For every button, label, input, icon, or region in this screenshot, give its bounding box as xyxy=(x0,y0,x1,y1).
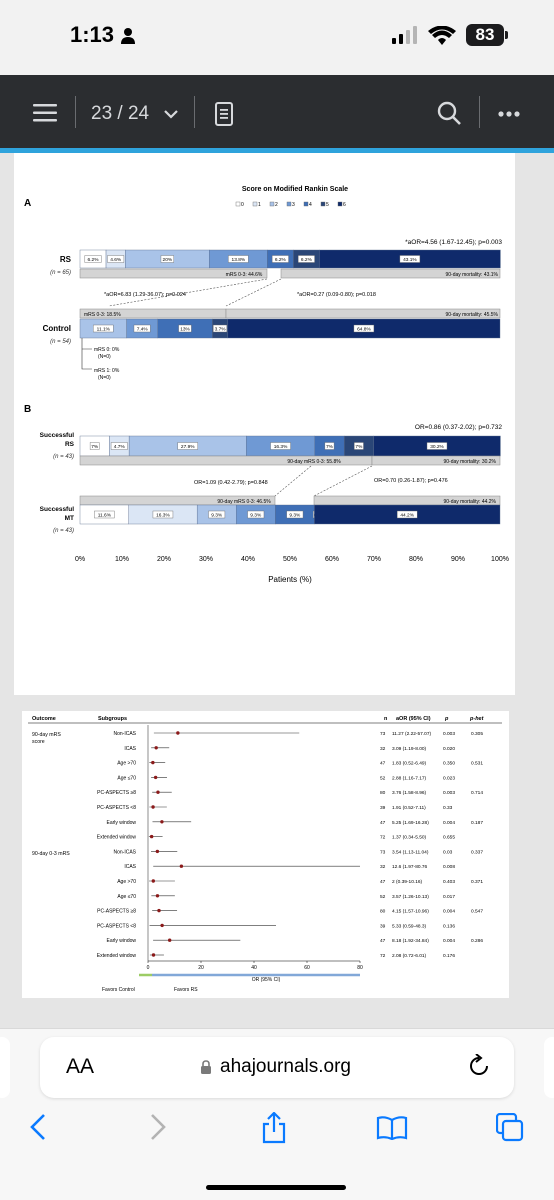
forest-p: 0.020 xyxy=(443,746,456,752)
legend-swatch xyxy=(321,202,325,206)
ctrl-label: Control xyxy=(42,324,71,333)
reload-icon[interactable] xyxy=(468,1054,490,1078)
stat-right-a: *aOR=0.27 (0.09-0.80); p=0.018 xyxy=(297,292,376,298)
forest-subgroup: Age ≤70 xyxy=(117,775,136,782)
toolbar-divider xyxy=(479,96,480,128)
forest-aor: 4.15 (1.57-10.96) xyxy=(392,909,429,915)
header-outcome: Outcome xyxy=(32,716,56,722)
ctrl-mrs03: mRS 0-3: 18.5% xyxy=(84,312,121,318)
page-counter[interactable]: 23 / 24 xyxy=(91,103,150,124)
forest-p: 0.403 xyxy=(443,880,456,885)
forest-phet: 0.286 xyxy=(471,939,484,945)
forest-subgroup: Age >70 xyxy=(117,879,136,885)
legend-label: 5 xyxy=(326,202,329,208)
ctrl-mrs1: mRS 1: 0% xyxy=(94,368,120,374)
forest-p: 0.003 xyxy=(443,732,456,737)
forest-n: 72 xyxy=(380,835,386,841)
bar-value-label: 9.3% xyxy=(250,513,262,519)
x-tick-label: 70% xyxy=(366,556,382,563)
legend-label: 4 xyxy=(309,202,312,208)
outcome-2: 90-day 0-3 mRS xyxy=(32,851,70,857)
forward-icon[interactable] xyxy=(148,1112,168,1142)
lock-icon xyxy=(200,1060,212,1075)
outcome-1-line1: 90-day mRS xyxy=(32,732,61,738)
bar-value-label: 4.7% xyxy=(113,445,125,450)
forest-p: 0.655 xyxy=(443,835,456,841)
cellular-signal-icon xyxy=(392,26,420,44)
panel-label-a: A xyxy=(24,198,32,209)
bar-value-label: 16.3% xyxy=(156,513,170,519)
forest-aor: 1.37 (0.34-5.50) xyxy=(392,835,427,841)
legend-swatch xyxy=(236,202,240,206)
estimate-point xyxy=(180,865,183,868)
bar-value-label: 6.2% xyxy=(300,258,312,263)
forest-aor: 3.09 (1.19-8.00) xyxy=(392,746,427,752)
ctrl-empty-categories-connector xyxy=(82,338,92,369)
succ-rs-label-line2: RS xyxy=(64,441,74,448)
forest-subgroup: Age >70 xyxy=(117,760,136,767)
status-time: 1:13 xyxy=(70,22,115,47)
succ-mt-label-line2: MT xyxy=(64,515,74,522)
estimate-point xyxy=(151,805,154,808)
forest-subgroup: Early window xyxy=(106,938,136,945)
rs-n: (n = 65) xyxy=(50,270,71,276)
bar-value-label: 7% xyxy=(326,445,333,450)
x-tick-label: 90% xyxy=(450,556,466,563)
dashed-connector xyxy=(226,279,281,306)
legend-label: 6 xyxy=(343,202,346,208)
forest-n: 72 xyxy=(380,954,386,959)
forest-n: 80 xyxy=(380,909,386,915)
forest-tick-label: 0 xyxy=(146,965,150,971)
forest-p: 0.003 xyxy=(443,791,456,797)
succ-rs-n: (n = 43) xyxy=(53,454,74,460)
forest-phet: 0.305 xyxy=(471,732,484,737)
forest-aor: 3.57 (1.26-10.13) xyxy=(392,894,429,900)
tabs-icon[interactable] xyxy=(496,1113,524,1143)
bar-control xyxy=(80,319,500,338)
dashed-connector xyxy=(275,466,311,496)
ctrl-n: (n = 54) xyxy=(50,339,71,345)
estimate-point xyxy=(154,746,157,749)
toolbar-divider xyxy=(75,96,76,128)
forest-p: 0.004 xyxy=(443,909,456,915)
outcome-1-line2: score xyxy=(32,739,45,745)
bar-value-label: 11.6% xyxy=(97,513,111,519)
estimate-point xyxy=(151,761,154,764)
forest-subgroup: Non-ICAS xyxy=(113,731,136,737)
forest-tick-label: 60 xyxy=(304,965,310,971)
bar-successful-mt xyxy=(80,505,500,524)
ctrl-mrs0-n: (N=0) xyxy=(98,354,111,360)
bar-value-label: 11.1% xyxy=(96,327,110,333)
estimate-point xyxy=(156,894,159,897)
legend-label: 1 xyxy=(258,202,261,208)
header-p: p xyxy=(445,716,449,722)
estimate-point xyxy=(156,850,159,853)
succ-mt-mrs03: 90-day mRS 0-3: 46.5% xyxy=(217,499,271,505)
toolbar-divider xyxy=(194,96,195,128)
forest-tick-label: 40 xyxy=(251,965,257,971)
forest-subgroup: ICAS xyxy=(124,864,136,871)
forest-n: 52 xyxy=(380,894,386,900)
estimate-point xyxy=(160,924,163,927)
forest-n: 73 xyxy=(380,850,386,856)
forest-n: 47 xyxy=(380,820,386,826)
forest-p: 0.008 xyxy=(443,865,456,871)
succ-mt-label-line1: Successful xyxy=(39,506,74,513)
home-indicator xyxy=(206,1185,346,1190)
bar-value-label: 7.4% xyxy=(136,327,148,333)
rs-mortality: 90-day mortality: 43.1% xyxy=(445,272,498,278)
forest-n: 47 xyxy=(380,880,386,885)
forest-p: 0.136 xyxy=(443,924,456,930)
forest-subgroup: PC-ASPECTS <8 xyxy=(96,805,136,811)
ctrl-mrs1-n: (N=0) xyxy=(98,375,111,381)
x-tick-label: 100% xyxy=(491,556,509,563)
forest-aor: 5.33 (0.59-48.3) xyxy=(392,924,427,930)
estimate-point xyxy=(176,731,179,734)
pdf-page-forest-plot xyxy=(22,711,509,998)
share-icon[interactable] xyxy=(261,1112,287,1144)
legend-swatch xyxy=(338,202,342,206)
x-tick-label: 20% xyxy=(156,556,172,563)
forest-subgroup: Extended window xyxy=(96,953,136,959)
forest-phet: 0.187 xyxy=(471,820,484,826)
x-tick-label: 60% xyxy=(324,556,340,563)
chart-legend xyxy=(236,202,346,208)
forest-n: 73 xyxy=(380,732,386,737)
x-tick-label: 30% xyxy=(198,556,214,563)
bar-value-label: 64.8% xyxy=(357,327,371,333)
forest-aor: 12.6 (1.97-80.76 xyxy=(392,865,428,871)
legend-swatch xyxy=(304,202,308,206)
forest-xlabel: OR (95% CI) xyxy=(251,977,281,983)
forest-aor: 1.91 (0.52-7.11) xyxy=(392,806,426,811)
stat-left-b: OR=1.09 (0.42-2.79); p=0.848 xyxy=(194,480,268,486)
ctrl-mortality: 90-day mortality: 45.5% xyxy=(445,312,498,318)
legend-swatch xyxy=(253,202,257,206)
forest-n: 52 xyxy=(380,776,386,782)
bar-successful-rs xyxy=(80,436,500,456)
bar-value-label: 30.2% xyxy=(430,445,444,450)
back-icon[interactable] xyxy=(28,1112,48,1142)
estimate-point xyxy=(152,953,155,956)
bar-value-label: 44.2% xyxy=(400,513,414,519)
person-icon xyxy=(121,27,135,45)
ctrl-mrs0: mRS 0: 0% xyxy=(94,347,120,353)
estimate-point xyxy=(160,820,163,823)
forest-subgroup: ICAS xyxy=(124,745,136,752)
forest-n: 47 xyxy=(380,761,386,767)
forest-aor: 1.83 (0.52-6.49) xyxy=(392,761,427,767)
forest-plot xyxy=(22,711,509,998)
pdf-toolbar xyxy=(0,75,554,148)
next-tab-edge[interactable] xyxy=(544,1037,554,1098)
estimate-point xyxy=(154,776,157,779)
stat-left-a: *aOR=6.83 (1.29-36.07); p=0.024 xyxy=(104,292,186,298)
estimate-point xyxy=(150,835,153,838)
forest-n: 39 xyxy=(380,806,386,811)
estimate-point xyxy=(152,879,155,882)
search-icon[interactable] xyxy=(437,101,461,125)
succ-mt-mortality: 90-day mortality: 44.2% xyxy=(443,499,496,505)
forest-aor: 2 (0.39-10.16) xyxy=(392,880,423,885)
bar-value-label: 20% xyxy=(162,258,173,263)
legend-label: 0 xyxy=(241,202,244,208)
rs-label: RS xyxy=(59,255,71,264)
status-bar xyxy=(0,0,554,75)
x-axis-title: Patients (%) xyxy=(268,575,312,584)
forest-subgroup: Extended window xyxy=(96,834,136,841)
forest-aor: 5.25 (1.69-16.28) xyxy=(392,820,429,826)
forest-aor: 3.76 (1.58-8.96) xyxy=(392,791,427,797)
x-tick-label: 80% xyxy=(408,556,424,563)
stat-right-b: OR=0.70 (0.26-1.87); p=0.476 xyxy=(374,478,448,484)
forest-subgroup: Early window xyxy=(106,819,136,826)
legend-label: 2 xyxy=(275,202,278,208)
forest-phet: 0.531 xyxy=(471,761,484,767)
forest-phet: 0.337 xyxy=(471,850,484,856)
forest-x-ticks xyxy=(147,961,363,971)
forest-subgroup: PC-ASPECTS ≥8 xyxy=(97,790,136,797)
bar-value-label: 6.2% xyxy=(87,258,99,263)
x-tick-label: 10% xyxy=(114,556,130,563)
dashed-connector xyxy=(314,466,372,496)
forest-tick-label: 20 xyxy=(198,965,204,971)
legend-label: 3 xyxy=(292,202,295,208)
forest-subgroup: PC-ASPECTS ≥8 xyxy=(97,908,136,915)
header-subgroups: Subgroups xyxy=(98,716,128,722)
succ-rs-mortality: 90-day mortality: 30.2% xyxy=(443,459,496,465)
bar-value-label: 4.6% xyxy=(110,258,122,263)
forest-p: 0.023 xyxy=(443,776,456,782)
x-tick-label: 0% xyxy=(74,556,86,563)
bar-value-label: 13% xyxy=(180,327,190,333)
chevron-down-icon[interactable] xyxy=(164,110,178,119)
forest-p: 0.017 xyxy=(443,894,456,900)
bar-value-label: 43.1% xyxy=(403,258,417,263)
forest-aor: 11.27 (2.22-57.07) xyxy=(392,732,432,737)
forest-aor: 8.18 (1.92-34.84) xyxy=(392,939,429,945)
succ-rs-mrs03: 90-day mRS 0-3: 55.8% xyxy=(287,459,341,465)
forest-tick-label: 80 xyxy=(357,965,363,971)
battery-icon: 83 xyxy=(466,24,504,46)
forest-phet: 0.714 xyxy=(471,791,484,797)
header-aor: aOR (95% CI) xyxy=(396,716,431,722)
forest-p: 0.176 xyxy=(443,954,456,959)
bar-value-label: 9.3% xyxy=(211,513,223,519)
header-n: n xyxy=(384,716,388,722)
estimate-point xyxy=(157,909,160,912)
forest-p: 0.03 xyxy=(443,850,453,856)
favors-control: Favors Control xyxy=(102,987,135,993)
bar-rs xyxy=(80,250,500,268)
estimate-point xyxy=(156,791,159,794)
forest-n: 32 xyxy=(380,746,386,752)
succ-rs-label-line1: Successful xyxy=(39,432,74,439)
menu-icon[interactable] xyxy=(33,103,57,123)
panel-label-b: B xyxy=(24,404,32,415)
forest-p: 0.004 xyxy=(443,820,456,826)
rs-stat: *aOR=4.56 (1.67-12.45); p=0.003 xyxy=(405,239,502,246)
succ-rs-stat: OR=0.86 (0.37-2.02); p=0.732 xyxy=(414,424,502,431)
header-phet: p-het xyxy=(470,716,484,722)
forest-phet: 0.371 xyxy=(471,880,484,885)
forest-phet: 0.547 xyxy=(471,909,484,915)
wifi-icon xyxy=(428,26,456,46)
forest-p: 0.350 xyxy=(443,761,456,767)
bar-value-label: 27.9% xyxy=(180,445,195,450)
forest-n: 32 xyxy=(380,865,386,871)
forest-subgroup: PC-ASPECTS <8 xyxy=(96,923,136,930)
forest-n: 47 xyxy=(380,939,386,945)
url-text[interactable]: ahajournals.org xyxy=(220,1056,351,1077)
forest-aor: 3.54 (1.13-11.04) xyxy=(392,850,429,856)
page-gap xyxy=(0,998,554,1028)
x-tick-label: 40% xyxy=(240,556,256,563)
battery-nub xyxy=(505,31,508,39)
legend-swatch xyxy=(287,202,291,206)
chart-title: Score on Modified Rankin Scale xyxy=(241,186,349,193)
forest-p: 0.33 xyxy=(443,806,453,811)
forest-n: 80 xyxy=(380,791,386,797)
forest-n: 39 xyxy=(380,924,386,930)
bookmarks-icon[interactable] xyxy=(376,1116,408,1140)
favors-rs: Favors RS xyxy=(174,987,198,993)
forest-aor: 2.88 (1.16-7.17) xyxy=(392,776,427,782)
bar-value-label: 3.7% xyxy=(214,327,226,333)
more-icon[interactable] xyxy=(498,111,520,117)
forest-aor: 2.08 (0.72-6.01) xyxy=(392,954,427,959)
bar-value-label: 6.2% xyxy=(274,258,286,263)
bar-value-label: 7% xyxy=(91,445,99,450)
figure-stacked-bars xyxy=(14,153,515,695)
x-axis-ticks xyxy=(75,556,509,563)
forest-p: 0.004 xyxy=(443,939,456,945)
bar-value-label: 7% xyxy=(355,445,363,450)
pdf-page-figure xyxy=(14,153,515,695)
bar-value-label: 16.3% xyxy=(273,445,288,450)
rs-mrs03: mRS 0-3: 44.6% xyxy=(225,272,263,278)
forest-subgroup: Non-ICAS xyxy=(113,849,136,856)
reader-settings-button[interactable]: AA xyxy=(66,1055,95,1078)
bar-value-label: 9.3% xyxy=(289,513,301,519)
forest-rows xyxy=(97,731,484,959)
succ-mt-n: (n = 43) xyxy=(53,528,74,534)
estimate-point xyxy=(168,939,171,942)
previous-tab-edge[interactable] xyxy=(0,1037,10,1098)
x-tick-label: 50% xyxy=(282,556,298,563)
bar-value-label: 13.8% xyxy=(231,258,246,263)
legend-swatch xyxy=(270,202,274,206)
forest-subgroup: Age ≤70 xyxy=(117,893,136,900)
document-icon[interactable] xyxy=(215,102,233,126)
